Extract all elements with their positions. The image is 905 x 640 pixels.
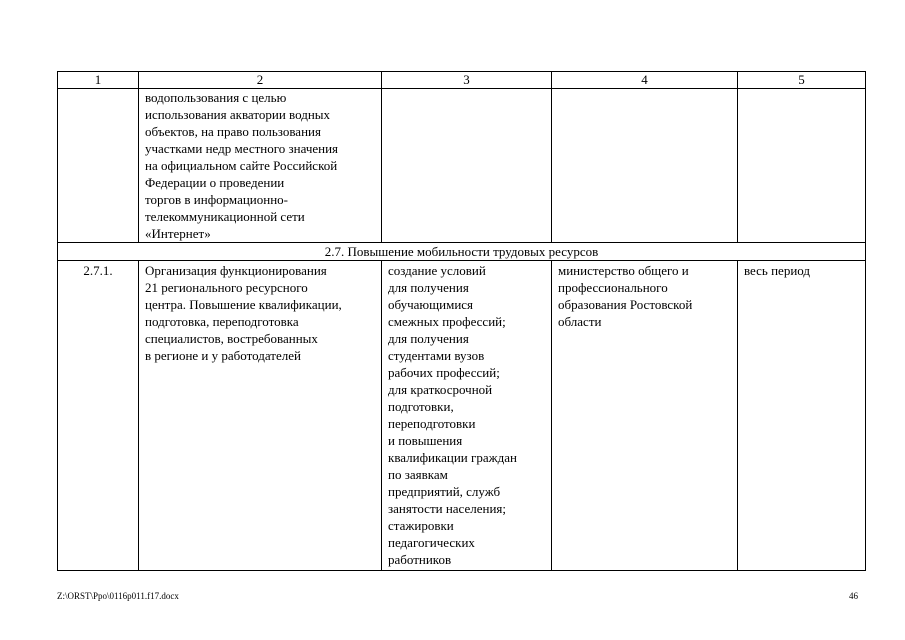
- section-title: 2.7. Повышение мобильности трудовых ресурсов: [58, 243, 866, 261]
- table-header-row: [58, 72, 866, 89]
- table-row-continued: [58, 89, 866, 243]
- document-table: [57, 71, 866, 571]
- continued-cell-number: [58, 89, 139, 243]
- row-number: 2.7.1.: [58, 261, 139, 571]
- continued-cell-period: [738, 89, 866, 243]
- column-number-3: 3: [382, 72, 552, 89]
- footer-page-number: 46: [849, 591, 858, 601]
- row-responsible: министерство общего и профессионального образования Ростовской области: [552, 261, 738, 571]
- continued-cell-measure: водопользования с целью использования акватории водных объектов, на право пользования участками недр местного значения на официальном сайте Российской Федерации о проведении торгов в информационно- телекоммуникационной сети «Интернет»: [139, 89, 382, 243]
- column-number-4: 4: [552, 72, 738, 89]
- row-measure: Организация функционирования 21 регионального ресурсного центра. Повышение квалификации, подготовка, переподготовка специалистов, востребованных в регионе и у работодателей: [139, 261, 382, 571]
- row-period: весь период: [738, 261, 866, 571]
- column-number-2: 2: [139, 72, 382, 89]
- continued-cell-responsible: [552, 89, 738, 243]
- continued-cell-result: [382, 89, 552, 243]
- table-row-2-7-1: [58, 261, 866, 571]
- column-number-1: 1: [58, 72, 139, 89]
- row-result: создание условий для получения обучающимися смежных профессий; для получения студентами вузов рабочих профессий; для краткосрочной подготовки, переподготовки и повышения квалификации граждан по заявкам предприятий, служб занятости населения; стажировки педагогических работников: [382, 261, 552, 571]
- section-row: [58, 243, 866, 261]
- column-number-5: 5: [738, 72, 866, 89]
- footer-file-path: Z:\ORST\Ppo\0116p011.f17.docx: [57, 591, 179, 601]
